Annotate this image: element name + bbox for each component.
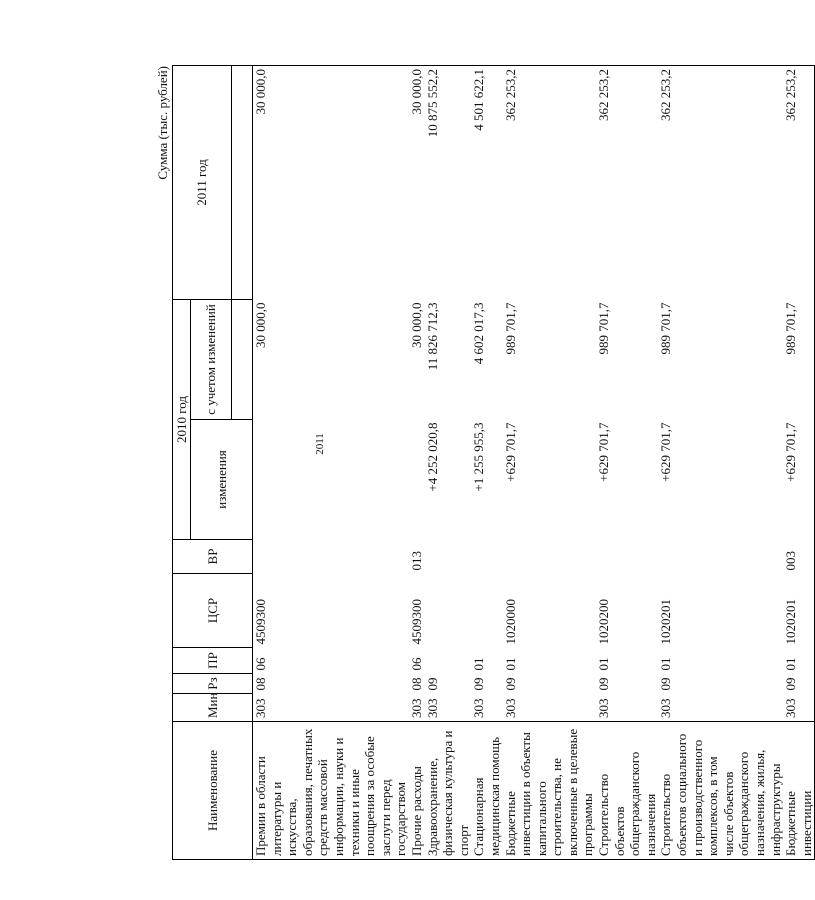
row-csr (425, 574, 472, 648)
row-with-changes: 989 701,7 (658, 302, 674, 355)
row-pr: 06 (253, 657, 268, 671)
header-name: Наименование (173, 722, 253, 860)
row-rz: 08 (408, 677, 424, 691)
row-changes: +629 701,7 (596, 422, 612, 482)
row-min: 303 (424, 698, 440, 718)
row-pr: 01 (502, 657, 518, 671)
row-changes: +629 701,7 (783, 420, 815, 540)
header-min: Мин (173, 694, 253, 722)
row-min: 303 (596, 698, 612, 718)
row-min: 303 (408, 698, 424, 718)
row-vr (658, 540, 783, 574)
row-min: 303 (502, 698, 518, 718)
row-changes: +629 701,7 (502, 422, 518, 482)
row-2011: 30 000,0 (409, 66, 425, 300)
header-changes: изменения (191, 420, 253, 540)
row-2011: 362 253,2 (658, 66, 783, 300)
table-row (783, 66, 815, 860)
row-vr: 003 (783, 540, 815, 574)
row-csr: 1020201 (783, 574, 815, 648)
row-csr: 1020200 (596, 599, 612, 645)
row-rz: 09 (471, 677, 487, 691)
row-vr (503, 540, 597, 574)
table-row (503, 66, 597, 860)
row-rz: 09 (658, 677, 674, 691)
row-pr: 06 (408, 657, 424, 671)
row-min: 303 (471, 698, 487, 718)
row-pr (425, 648, 472, 674)
row-min: 303 (658, 698, 674, 718)
table-body (253, 66, 815, 860)
row-2011: 10 875 552,2 (425, 66, 472, 300)
row-rz: 08 (253, 677, 268, 691)
table-row (596, 66, 658, 860)
table-row (471, 66, 502, 860)
header-year-2011: 2011 год (173, 66, 232, 300)
row-rz: 09 (596, 677, 612, 691)
row-csr: 4509300 (253, 599, 268, 645)
row-changes (253, 420, 409, 540)
row-2011: 362 253,2 (503, 66, 597, 300)
row-rz: 09 (783, 674, 815, 694)
row-changes: +629 701,7 (658, 422, 674, 482)
table-row (425, 66, 472, 860)
row-vr: 013 (408, 551, 424, 571)
page-number: 2011 (314, 433, 326, 455)
row-2011: 30 000,0 (253, 66, 409, 300)
budget-sheet (152, 66, 814, 860)
row-with-changes: 4 602 017,3 (471, 302, 487, 365)
row-name: Премии в области литературы и искусства, образования, печатных средств массовой информации, науки и техники и иные поощрения за особые заслуги перед государством (253, 722, 409, 860)
row-min: 303 (783, 694, 815, 722)
header-with-changes: с учетом изменений (191, 300, 232, 420)
row-2011: 4 501 622,1 (471, 66, 502, 300)
header-vr: ВР (173, 540, 253, 574)
row-pr: 01 (471, 657, 487, 671)
row-vr (425, 540, 472, 574)
header-csr: ЦСР (173, 574, 253, 648)
row-name: Строительство объектов социального и производственного комплексов, в том числе объектов общегражданского назначения, жилья, инфраструктуры (658, 722, 783, 860)
row-changes: +4 252 020,8 (424, 422, 440, 492)
row-vr (471, 540, 502, 574)
row-with-changes: 11 826 712,3 (424, 302, 440, 371)
row-rz: 09 (502, 677, 518, 691)
row-min: 303 (253, 698, 268, 718)
row-name: Строительство объектов общегражданского назначения (596, 722, 658, 860)
row-pr: 01 (658, 657, 674, 671)
row-with-changes: 989 701,7 (596, 302, 612, 355)
header-pr: ПР (173, 648, 253, 674)
row-pr: 01 (783, 648, 815, 674)
units-label: Сумма (тыс. рублей) (155, 66, 170, 180)
table-row (658, 66, 783, 860)
row-vr (596, 540, 658, 574)
header-year-2010: 2010 год (173, 300, 191, 540)
row-csr: 4509300 (408, 599, 424, 645)
row-changes (409, 420, 425, 540)
row-csr (471, 574, 502, 648)
row-name: Стационарная медицинская помощь (471, 722, 502, 860)
header-with-changes-extra (232, 300, 253, 420)
row-name: Бюджетные инвестиции в объекты капитального строительства, не включенные в целевые программы (503, 722, 597, 860)
row-name: Бюджетные инвестиции (783, 722, 815, 860)
row-2011: 362 253,2 (783, 66, 815, 300)
row-csr: 1020000 (502, 599, 518, 645)
row-with-changes: 30 000,0 (253, 302, 268, 348)
header-year-2011-extra (232, 66, 253, 300)
row-vr (253, 540, 409, 574)
table-row (253, 66, 409, 860)
row-rz: 09 (424, 677, 440, 691)
row-changes: +1 255 955,3 (471, 422, 487, 492)
row-name: Прочие расходы (409, 722, 425, 860)
header-rz: Рз (173, 674, 253, 694)
row-csr: 1020201 (658, 599, 674, 645)
table-header (173, 66, 253, 860)
table-row (409, 66, 425, 860)
row-2011: 362 253,2 (596, 66, 658, 300)
row-name: Здравоохранение, физическая культура и спорт (425, 722, 472, 860)
row-with-changes: 30 000,0 (408, 302, 424, 348)
row-with-changes: 989 701,7 (502, 302, 518, 355)
row-pr: 01 (596, 657, 612, 671)
row-with-changes: 989 701,7 (783, 300, 815, 420)
budget-table (172, 65, 815, 860)
